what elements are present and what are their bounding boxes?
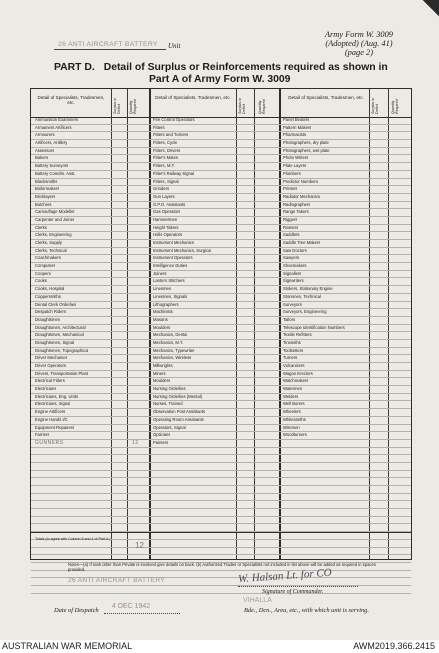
col1-specialist: Dental Clerk Orderlies bbox=[35, 301, 77, 307]
col3-specialist: Wheelers bbox=[283, 409, 301, 415]
corner-fold bbox=[421, 0, 439, 18]
table-row bbox=[31, 471, 411, 479]
table-row bbox=[31, 448, 411, 456]
col3-specialist: Whitesmiths bbox=[283, 416, 306, 422]
col2-specialist: Holls Operators bbox=[153, 232, 183, 238]
table-row bbox=[31, 163, 411, 171]
col1-specialist: Draughtsmen, Mechanical bbox=[35, 332, 84, 338]
place-stamp: VIHALLA bbox=[243, 597, 272, 604]
table-row bbox=[31, 348, 411, 356]
table-row bbox=[31, 248, 411, 256]
caption-accession: AWM2019.366.2415 bbox=[353, 641, 435, 651]
col3-specialist: Surveyors, Engineering bbox=[283, 309, 327, 315]
form-ref-line3: (page 2) bbox=[344, 48, 374, 57]
col3-specialist: Predictor Numbers bbox=[283, 178, 318, 184]
table-body bbox=[31, 117, 411, 594]
table-row bbox=[31, 125, 411, 133]
caption-bar bbox=[0, 640, 439, 653]
col3-specialist: Signwriters bbox=[283, 278, 304, 284]
col1-specialist: Ammunition Examiners bbox=[35, 117, 79, 122]
totals-separator bbox=[31, 532, 411, 533]
col3-specialist: Range Takers bbox=[283, 209, 309, 215]
col1-specialist: Clerks, Engineering bbox=[35, 232, 72, 238]
despatch-line bbox=[104, 613, 180, 614]
table-row bbox=[31, 209, 411, 217]
col2-specialist: Moulders bbox=[153, 324, 171, 330]
col1-specialist: Draughtsmen, Topographical bbox=[35, 347, 89, 353]
col3-specialist: Riveters bbox=[283, 224, 299, 230]
col3-specialist: Photo Writers bbox=[283, 155, 309, 161]
col2-specialist: Gas Operators bbox=[153, 209, 181, 215]
table-row bbox=[31, 524, 411, 532]
commander-signature: W. Halsan Lt. for CO bbox=[237, 566, 333, 586]
table-row bbox=[31, 494, 411, 502]
table-row bbox=[31, 440, 411, 448]
col3-specialist: Textile Refitters bbox=[283, 332, 312, 338]
col2-specialist: Intelligence Duties bbox=[153, 263, 188, 269]
col1-specialist: Bakers bbox=[35, 155, 49, 161]
col2-header: Detail of Specialists, Tradesmen, etc. bbox=[155, 95, 231, 100]
col3-specialist: Wiremen bbox=[283, 424, 300, 430]
col1-specialist: Farriers bbox=[35, 432, 50, 438]
col3-specialist: Vulcanizers bbox=[283, 363, 305, 368]
table-row bbox=[31, 586, 411, 594]
form-title bbox=[54, 62, 394, 85]
col2-specialist: Nursing Orderlies bbox=[153, 386, 186, 392]
col2-specialist: Mechanics, Typewriter bbox=[153, 347, 195, 353]
col1-specialist: Artificers, Artillery bbox=[35, 140, 68, 146]
table-row bbox=[31, 394, 411, 402]
col3-specialist: Stokers, Stationary Engine bbox=[283, 286, 333, 292]
col1-specialist: Carpenter and Joiner bbox=[35, 216, 75, 222]
col1-specialist: Boilermakers bbox=[35, 186, 60, 192]
col2-specialist: Instrument Mechanics bbox=[153, 240, 194, 245]
col1-quantity-header: Quantity Required bbox=[129, 99, 137, 114]
col3-specialist: Wagon Erectors bbox=[283, 370, 313, 376]
col3-specialist: Welders bbox=[283, 393, 299, 399]
col2-specialist: Millwrights bbox=[153, 363, 173, 368]
title-line1: Detail of Surplus or Reinforcements required as shown in bbox=[103, 62, 388, 73]
signature-label: Signature of Commander. bbox=[262, 589, 324, 595]
table-row bbox=[31, 294, 411, 302]
col3-specialist: Plumbers bbox=[283, 170, 301, 176]
title-part-label: PART D. bbox=[54, 62, 95, 73]
col2-specialist: Mechanics, M.T. bbox=[153, 339, 184, 345]
col3-specialist: Pattern Makers bbox=[283, 124, 312, 130]
table-row bbox=[31, 363, 411, 371]
col3-specialist: Shoemakers bbox=[283, 263, 307, 269]
table-row bbox=[31, 132, 411, 140]
table-row bbox=[31, 548, 411, 556]
col3-specialist: Saddle Tree Makers bbox=[283, 240, 321, 245]
table-row bbox=[31, 425, 411, 433]
col1-specialist: Electricians, Signal bbox=[35, 401, 71, 407]
col3-specialist: Toolsetters bbox=[283, 347, 304, 353]
table-row bbox=[31, 179, 411, 187]
table-row bbox=[31, 340, 411, 348]
col1-specialist: Cooks, Hospital bbox=[35, 286, 65, 292]
table-row bbox=[31, 401, 411, 409]
table-row bbox=[31, 317, 411, 325]
col3-specialist: Woodturners bbox=[283, 432, 307, 438]
col2-specialist: G.P.O. Assistants bbox=[153, 201, 186, 207]
col1-specialist: Electricians, Eng. Units bbox=[35, 393, 79, 399]
table-row bbox=[31, 302, 411, 310]
footer-unit-stamp: 26 ANTI AIRCRAFT BATTERY bbox=[68, 577, 165, 584]
col2-specialist: Fitters, Cycle bbox=[153, 140, 178, 146]
col2-specialist: Linesmen bbox=[153, 286, 172, 292]
col2-specialist: Fitters bbox=[153, 124, 165, 130]
table-row bbox=[31, 501, 411, 509]
table-header-row bbox=[31, 89, 411, 118]
table-row bbox=[31, 371, 411, 379]
col3-specialist: Saddlers bbox=[283, 232, 300, 238]
col2-specialist: Miners bbox=[153, 370, 166, 376]
col2-quantity-header: Quantity Required bbox=[258, 99, 266, 114]
col2-surplus-header: Surplus or Deficit bbox=[238, 97, 246, 114]
table-row bbox=[31, 486, 411, 494]
col2-specialist: Instrument Mechanics, Surgical bbox=[153, 247, 212, 253]
col3-quantity-header: Quantity Required bbox=[391, 99, 399, 114]
col1-surplus-header: Surplus or Deficit bbox=[113, 97, 121, 114]
table-row bbox=[31, 509, 411, 517]
col2-specialist: Nursing Orderlies (Mental) bbox=[153, 393, 203, 399]
form-reference bbox=[325, 30, 393, 57]
col3-specialist: Radiator Mechanics bbox=[283, 193, 321, 199]
col2-specialist: Lithographers bbox=[153, 301, 179, 307]
col3-specialist: Telescope Identification Numbers bbox=[283, 324, 345, 330]
col3-specialist: Pharmacists bbox=[283, 132, 307, 138]
unit-stamp: 26 ANTI AIRCRAFT BATTERY bbox=[58, 41, 158, 48]
table-row bbox=[31, 148, 411, 156]
col2-specialist: Fitters and Turners bbox=[153, 132, 189, 138]
col2-specialist: Fitter's Railway Signal bbox=[153, 170, 195, 176]
table-row bbox=[31, 232, 411, 240]
col3-specialist: Signallers bbox=[283, 270, 302, 276]
col1-specialist: Driver Mechanics bbox=[35, 355, 68, 361]
col3-header: Detail of Specialists, Tradesmen, etc. bbox=[288, 95, 364, 100]
col3-specialist: Riggers bbox=[283, 216, 298, 222]
col2-specialist: Masons bbox=[153, 316, 168, 322]
form-ref-line1: Army Form W. 3009 bbox=[324, 30, 393, 39]
col1-specialist: Battery Comdrs. Asst. bbox=[35, 170, 76, 176]
col3-specialist: Radiographers bbox=[283, 201, 311, 207]
col1-specialist: Cooks bbox=[35, 278, 47, 284]
col2-specialist: Grinders bbox=[153, 186, 170, 192]
col2-specialist: Moulders bbox=[153, 378, 171, 384]
col2-specialist: Operators, Signal bbox=[153, 424, 186, 430]
form-ref-line2: (Adopted) (Aug. 41) bbox=[325, 39, 393, 48]
col3-specialist: Plate Layers bbox=[283, 163, 307, 169]
table-row bbox=[31, 186, 411, 194]
col1-specialist: Draughtsmen bbox=[35, 316, 61, 322]
table-row bbox=[31, 225, 411, 233]
col3-specialist: Photographers, wet plate bbox=[283, 147, 330, 153]
col1-specialist: Battery Surveyors bbox=[35, 163, 69, 169]
col1-specialist: Drivers, Transportation Plant bbox=[35, 370, 89, 376]
col2-specialist: Mechanics, Dental bbox=[153, 332, 188, 338]
col2-specialist: Linesmen, Signals bbox=[153, 293, 188, 299]
table-row bbox=[31, 386, 411, 394]
col1-specialist: Coachmakers bbox=[35, 255, 61, 261]
col1-specialist: Engine Hands I/C bbox=[35, 416, 68, 422]
col2-specialist: Instrument Operators bbox=[153, 255, 193, 261]
col3-specialist: Photographers, dry plate bbox=[283, 140, 329, 146]
form-notes: Notes—(a) If rank other than Private is involved give details on back. (b) Authorized Trades or Specialists not included in list above will be added as required in spaces provided. bbox=[68, 562, 376, 572]
col3-specialist: Surveyors bbox=[283, 301, 302, 307]
col2-specialist: Lantern Stitchers bbox=[153, 278, 185, 284]
table-row bbox=[31, 455, 411, 463]
col1-specialist: Driver Operators bbox=[35, 363, 66, 368]
col3-specialist: Printers bbox=[283, 186, 298, 192]
col1-specialist: Camouflage Modeller bbox=[35, 209, 75, 215]
col1-specialist: Coppersmiths bbox=[35, 293, 61, 299]
table-row bbox=[31, 240, 411, 248]
col1-specialist: Coopers bbox=[35, 270, 51, 276]
table-row bbox=[31, 286, 411, 294]
col1-specialist: Equipment Repairers bbox=[35, 424, 75, 430]
col1-specialist: Armament Artificers bbox=[35, 124, 72, 130]
table-row bbox=[31, 140, 411, 148]
col1-specialist: Despatch Riders bbox=[35, 309, 66, 315]
specialists-table bbox=[30, 88, 412, 560]
col1-header: Detail of Specialists, Tradesmen, etc. bbox=[37, 95, 105, 106]
col3-specialist: Tinsmiths bbox=[283, 339, 301, 345]
unit-label: Unit bbox=[168, 42, 181, 50]
col3-specialist: Tailors bbox=[283, 316, 296, 322]
table-row bbox=[31, 271, 411, 279]
col2-specialist: Operating Room Assistants bbox=[153, 416, 204, 422]
unit-underline bbox=[54, 49, 166, 50]
col1-specialist: Clerks bbox=[35, 224, 47, 230]
col2-specialist: Gun Layers bbox=[153, 193, 175, 199]
table-row bbox=[31, 517, 411, 525]
col2-specialist: Painters bbox=[153, 439, 169, 445]
col3-specialist: Saw Doctors bbox=[283, 247, 307, 253]
col3-specialist: Sawyers bbox=[283, 255, 300, 261]
caption-source: AUSTRALIAN WAR MEMORIAL bbox=[2, 641, 133, 651]
col2-specialist: Fitters, Drivers bbox=[153, 147, 181, 153]
table-row bbox=[31, 332, 411, 340]
col3-surplus-header: Surplus or Deficit bbox=[371, 97, 379, 114]
col3-specialist: Watchmakers bbox=[283, 378, 309, 384]
col1-specialist: Bricklayers bbox=[35, 193, 56, 199]
col2-specialist: Hammermen bbox=[153, 216, 178, 222]
table-row bbox=[31, 432, 411, 440]
col2-specialist: Fitter's Mates bbox=[153, 155, 178, 161]
table-row bbox=[31, 355, 411, 363]
table-row bbox=[31, 409, 411, 417]
brigade-label: Bde., Dcn., Area, etc., with which unit is serving. bbox=[244, 607, 369, 614]
despatch-label: Date of Despatch bbox=[54, 607, 99, 614]
col3-specialist: Well Borers bbox=[283, 401, 305, 407]
totals-label: Totals (to agree with Column 8 and 4 of Part A.) bbox=[35, 537, 111, 541]
col2-specialist: Mechanics, Wireless bbox=[153, 355, 192, 361]
table-row bbox=[31, 263, 411, 271]
col1-specialist: Clerks, Technical bbox=[35, 247, 67, 253]
col2-specialist: Height Takers bbox=[153, 224, 179, 230]
table-row bbox=[31, 117, 411, 125]
col1-specialist: Assessors bbox=[35, 147, 55, 153]
col2-specialist: Nurses, Trained bbox=[153, 401, 183, 407]
col2-specialist: Fitters, M.T. bbox=[153, 163, 175, 169]
table-row bbox=[31, 155, 411, 163]
table-row bbox=[31, 463, 411, 471]
col3-specialist: Storemen, Technical bbox=[283, 293, 321, 299]
col2-specialist: Machinists bbox=[153, 309, 173, 315]
table-row bbox=[31, 478, 411, 486]
col1-specialist: Electricians bbox=[35, 386, 57, 392]
col2-specialist: Fire Control Operators bbox=[153, 117, 195, 122]
table-row bbox=[31, 378, 411, 386]
col1-specialist: Engine Artificers bbox=[35, 409, 66, 415]
col3-specialist: Panel Beaters bbox=[283, 117, 310, 122]
col2-specialist: Opticians bbox=[153, 432, 171, 438]
table-row bbox=[31, 278, 411, 286]
col2-specialist: Observation Post Assistants bbox=[153, 409, 206, 415]
signature-line bbox=[238, 586, 358, 587]
col3-specialist: Watermen bbox=[283, 386, 303, 392]
table-row bbox=[31, 255, 411, 263]
col1-specialist: Draughtsmen, Architectural bbox=[35, 324, 86, 330]
col1-specialist: Electrical Fitters bbox=[35, 378, 65, 384]
table-row bbox=[31, 202, 411, 210]
col1-specialist: Blacksmiths bbox=[35, 178, 58, 184]
despatch-date-stamp: 4 DEC 1942 bbox=[112, 603, 151, 610]
table-row bbox=[31, 194, 411, 202]
table-row bbox=[31, 417, 411, 425]
col1-specialist: Clerks, Supply bbox=[35, 240, 62, 245]
table-row bbox=[31, 325, 411, 333]
totals-value: 12 bbox=[135, 541, 144, 550]
col2-specialist: Fitters, Signal bbox=[153, 178, 179, 184]
col1-specialist: Computers bbox=[35, 263, 56, 269]
table-row bbox=[31, 309, 411, 317]
col1-specialist: Armourers bbox=[35, 132, 55, 138]
table-row bbox=[31, 171, 411, 179]
col1-specialist: Draughtsmen, Signal bbox=[35, 339, 75, 345]
col1-specialist: Butchers bbox=[35, 201, 52, 207]
col2-specialist: Joiners bbox=[153, 270, 167, 276]
handwritten-entry: GUNNERS bbox=[35, 439, 64, 446]
title-line2: Part A of Army Form W. 3009 bbox=[149, 73, 291, 85]
table-row bbox=[31, 217, 411, 225]
col3-specialist: Turners bbox=[283, 355, 298, 361]
handwritten-quantity: 12 bbox=[132, 439, 139, 446]
